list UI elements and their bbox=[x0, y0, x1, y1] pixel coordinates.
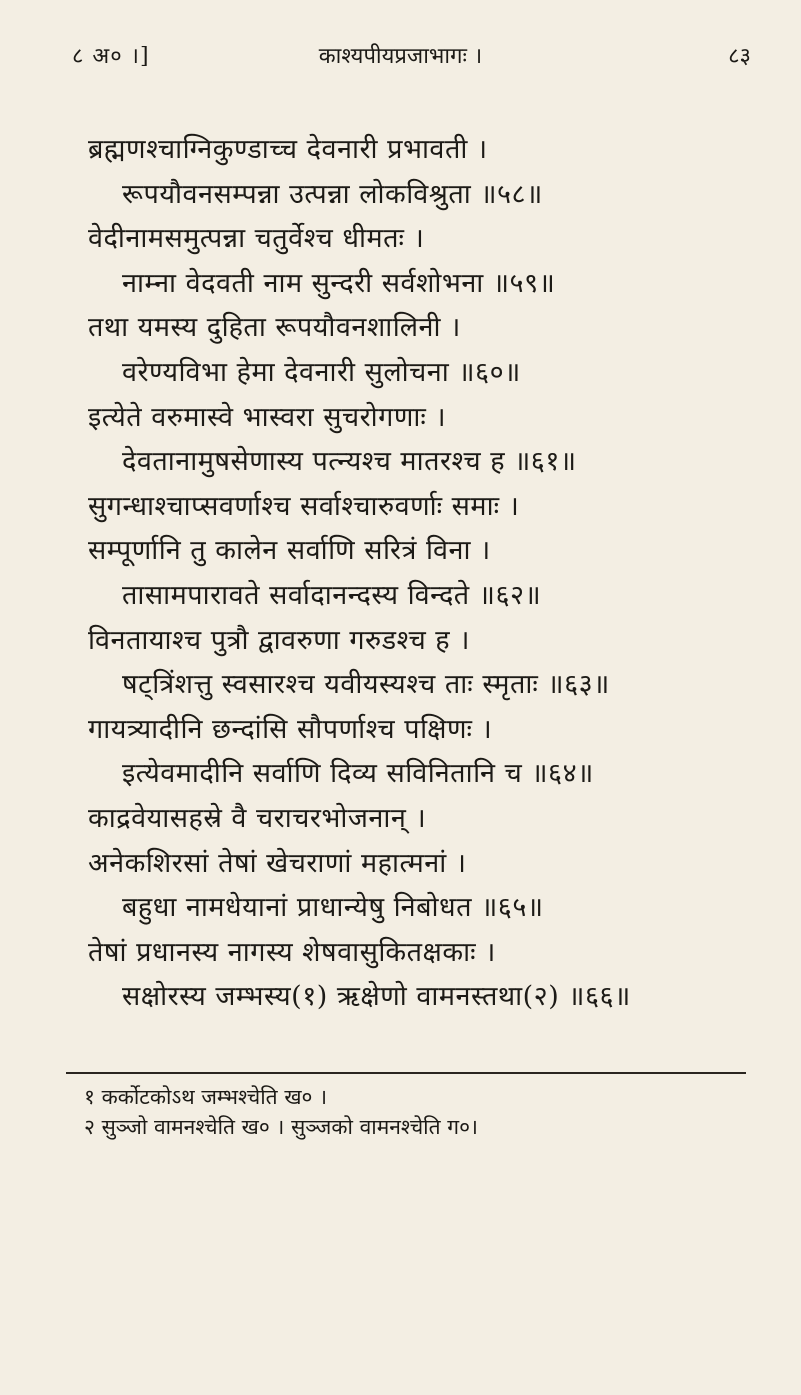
verse-line: गायत्र्यादीनि छन्दांसि सौपर्णाश्च पक्षिणः । bbox=[88, 713, 493, 745]
verse-line: देवतानामुषसेणास्य पत्न्यश्च मातरश्च ह ॥६१॥ bbox=[122, 446, 577, 478]
verse-line: इत्येते वरुमास्वे भास्वरा सुचरोगणाः । bbox=[88, 401, 447, 433]
verse-line: सम्पूर्णानि तु कालेन सर्वाणि सरित्रं विना । bbox=[88, 535, 491, 567]
verse-line: तासामपारावते सर्वादानन्दस्य विन्दते ॥६२॥ bbox=[122, 579, 542, 611]
verse-line: इत्येवमादीनि सर्वाणि दिव्य सविनितानि च ॥६४॥ bbox=[122, 758, 594, 790]
verse-line: सुगन्धाश्चाप्सवर्णाश्च सर्वाश्चारुवर्णाः समाः । bbox=[88, 490, 520, 522]
verse-line: तथा यमस्य दुहिता रूपयौवनशालिनी । bbox=[88, 312, 461, 344]
footnote: १ कर्कोटकोऽथ जम्भश्चेति ख० । bbox=[84, 1085, 328, 1109]
verse-line: अनेकशिरसां तेषां खेचराणां महात्मनां । bbox=[88, 847, 467, 879]
verse-line: षट्त्रिंशत्तु स्वसारश्च यवीयस्यश्च ताः स्मृताः ॥६३॥ bbox=[122, 669, 610, 701]
page-number: ८३ bbox=[728, 44, 751, 69]
verse-line: नाम्ना वेदवती नाम सुन्दरी सर्वशोभना ॥५९॥ bbox=[122, 267, 556, 299]
verse-line: सक्षोरस्य जम्भस्य(१) ऋक्षेणो वामनस्तथा(२) ॥६६॥ bbox=[122, 981, 631, 1013]
verse-line: बहुधा नामधेयानां प्राधान्येषु निबोधत ॥६५॥ bbox=[122, 892, 544, 924]
verse-line: वेदीनामसमुत्पन्ना चतुर्वेश्च धीमतः । bbox=[88, 223, 425, 255]
verse-line: ब्रह्मणश्चाग्निकुण्डाच्च देवनारी प्रभावती । bbox=[88, 134, 488, 165]
verse-line: वरेण्यविभा हेमा देवनारी सुलोचना ॥६०॥ bbox=[122, 356, 521, 388]
verse-text bbox=[0, 128, 801, 1020]
chapter-marker: ८ अ० ।] bbox=[72, 44, 150, 69]
verse-line: तेषां प्रधानस्य नागस्य शेषवासुकितक्षकाः । bbox=[88, 936, 496, 968]
verse-line: काद्रवेयासहस्रे वै चराचरभोजनान् । bbox=[88, 802, 427, 834]
page-header bbox=[0, 34, 801, 74]
footnotes bbox=[0, 1082, 801, 1142]
verse-line: रूपयौवनसम्पन्ना उत्पन्ना लोकविश्रुता ॥५८॥ bbox=[122, 178, 543, 210]
verse-line: विनतायाश्च पुत्रौ द्वावरुणा गरुडश्च ह । bbox=[88, 624, 470, 656]
footnote-divider bbox=[66, 1072, 746, 1074]
running-title: काश्यपीयप्रजाभागः । bbox=[318, 44, 483, 69]
footnote: २ सुञ्जो वामनश्चेति ख० । सुञ्जको वामनश्चेति ग०। bbox=[84, 1115, 478, 1139]
